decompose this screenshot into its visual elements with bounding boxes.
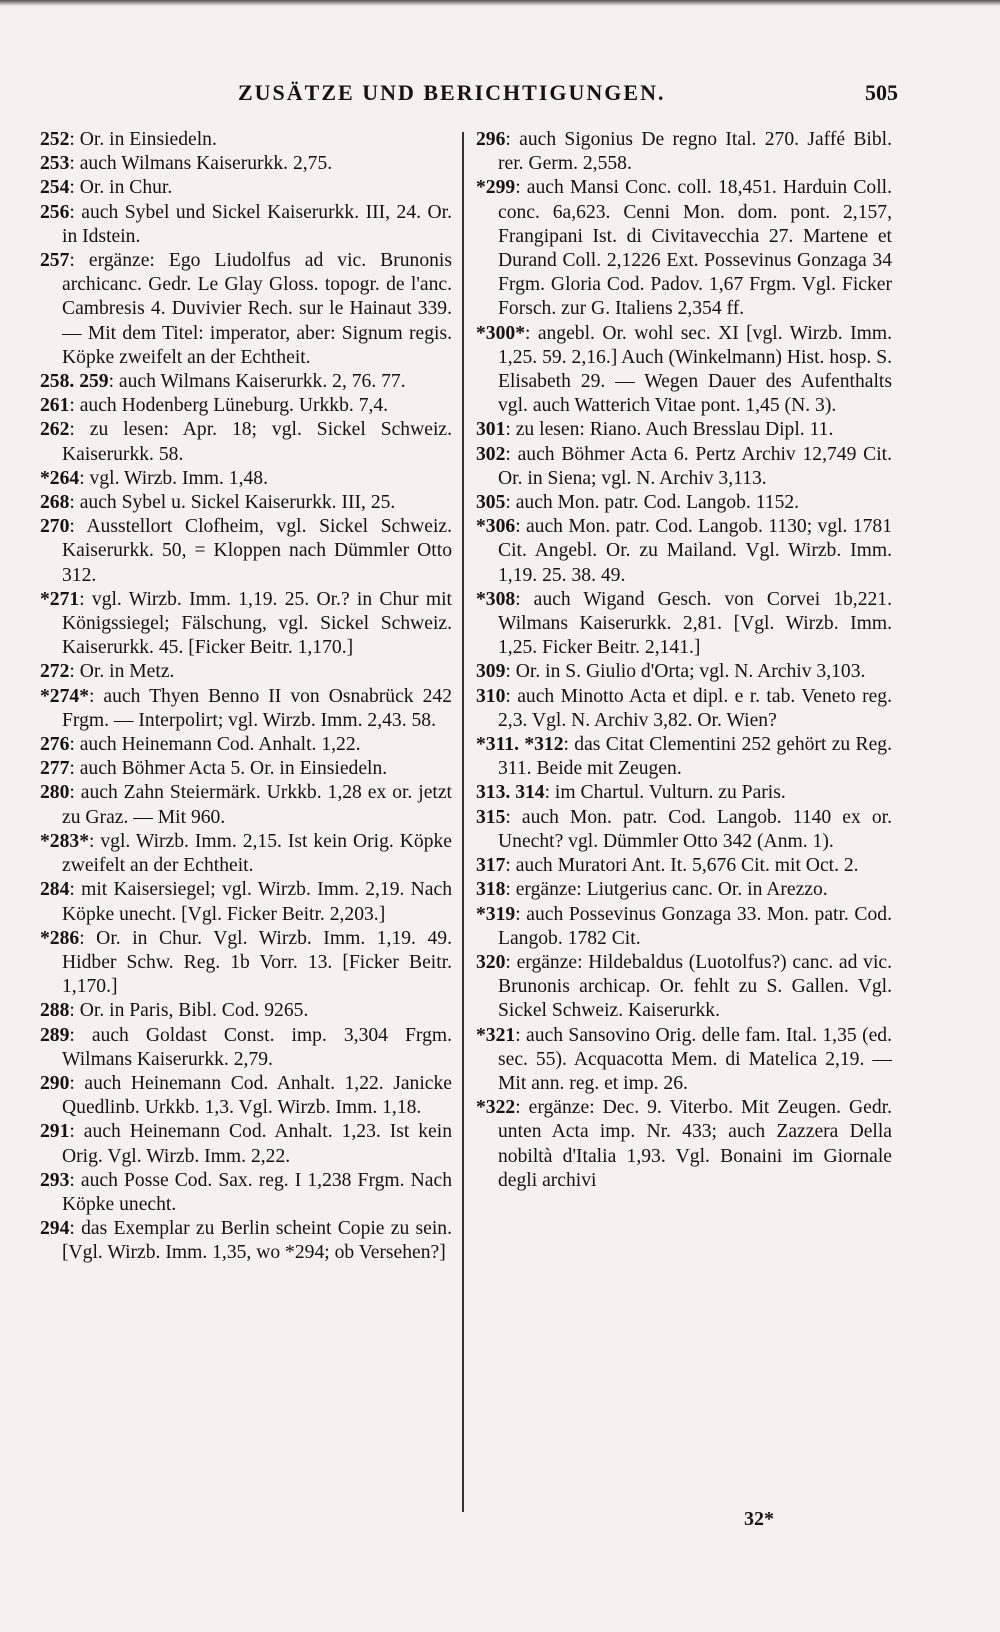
entry-number: *321 — [476, 1024, 516, 1046]
entry — [476, 128, 892, 176]
entry — [40, 878, 452, 926]
entry-number: *283* — [40, 830, 89, 852]
entry — [40, 1169, 452, 1217]
entry-text: : Ausstellort Clofheim, vgl. Sickel Schweiz. Kaiserurkk. 50, = Kloppen nach Dümmler Otto 312. — [62, 516, 452, 586]
entry-number: 256 — [40, 201, 70, 223]
entry-text: : ergänze: Dec. 9. Viterbo. Mit Zeugen. Gedr. unten Acta imp. Nr. 433; auch Zazzera Della nobiltà d'Italia 1,93. Vgl. Bonaini im Giornale degli archivi — [498, 1097, 892, 1191]
entry-number: 291 — [40, 1121, 70, 1143]
entry-number: *311. *312 — [476, 734, 564, 756]
entry-text: : auch Wigand Gesch. von Corvei 1b,221. Wilmans Kaiserurkk. 2,81. [Vgl. Wirzb. Imm. 1,25. Ficker Beitr. 2,141.] — [498, 588, 892, 659]
entry — [40, 418, 452, 466]
entry — [40, 176, 452, 200]
entry — [40, 370, 452, 394]
entry-text: : Or. in Einsiedeln. — [69, 129, 217, 150]
entry-text: : das Citat Clementini 252 gehört zu Reg. 311. Beide mit Zeugen. — [498, 734, 893, 780]
entry-number: *319 — [476, 903, 516, 925]
entry-text: : mit Kaisersiegel; vgl. Wirzb. Imm. 2,19. Nach Köpke unecht. [Vgl. Ficker Beitr. 2,203.] — [62, 879, 452, 925]
entry-text: : Or. in Chur. — [69, 177, 173, 199]
entry-number: 317 — [476, 855, 506, 877]
entry-number: 272 — [40, 661, 70, 683]
entry-number: 296 — [476, 129, 506, 150]
entry — [476, 1096, 892, 1193]
running-head: ZUSÄTZE UND BERICHTIGUNGEN. — [238, 80, 666, 105]
page-header — [0, 80, 1000, 112]
entry — [476, 515, 892, 588]
entry-text: : vgl. Wirzb. Imm. 2,15. Ist kein Orig. Köpke zweifelt an der Echtheit. — [62, 830, 452, 877]
signature-mark: 32* — [744, 1508, 774, 1530]
entry-number: *322 — [476, 1097, 516, 1119]
entry — [40, 515, 452, 588]
entry-text: : auch Sybel und Sickel Kaiserurkk. III, 24. Or. in Idstein. — [62, 201, 452, 247]
entry-number: 302 — [476, 443, 506, 465]
entry — [40, 394, 452, 418]
entry — [40, 927, 452, 1000]
entry-number: 268 — [40, 492, 70, 514]
entry — [40, 999, 452, 1023]
entry — [476, 781, 892, 805]
entry-text: : auch Minotto Acta et dipl. e r. tab. Veneto reg. 2,3. Vgl. N. Archiv 3,82. Or. Wien? — [498, 685, 892, 731]
entry-text: : Or. in S. Giulio d'Orta; vgl. N. Archiv 3,103. — [505, 661, 866, 683]
entry-text: : auch Böhmer Acta 6. Pertz Archiv 12,749 Cit. Or. in Siena; vgl. N. Archiv 3,113. — [498, 443, 892, 489]
entry — [40, 467, 452, 491]
entry — [40, 152, 452, 176]
entry — [40, 781, 452, 829]
scan-edge — [0, 0, 1000, 6]
entry-number: *300* — [476, 322, 525, 344]
entry-text: : auch Mon. patr. Cod. Langob. 1130; vgl. 1781 Cit. Angebl. Or. zu Mailand. Vgl. Wirzb. Imm. 1,19. 25. 38. 49. — [498, 516, 892, 586]
entry — [40, 201, 452, 249]
entry-number: *299 — [476, 177, 516, 199]
entry — [476, 733, 892, 781]
left-column — [40, 128, 452, 1266]
entry-number: *264 — [40, 467, 80, 489]
entry — [476, 322, 892, 419]
entry-text: : zu lesen: Riano. Auch Bresslau Dipl. 11. — [505, 419, 834, 441]
entry — [476, 443, 892, 491]
entry-text: : auch Thyen Benno II von Osnabrück 242 Frgm. — Interpolirt; vgl. Wirzb. Imm. 2,43. 58. — [62, 685, 452, 731]
column-divider — [462, 132, 464, 1512]
entry-number: 257 — [40, 250, 70, 272]
entry-text: : das Exemplar zu Berlin scheint Copie zu sein. [Vgl. Wirzb. Imm. 1,35, wo *294; ob Versehen?] — [62, 1218, 452, 1264]
entry-number: 253 — [40, 153, 70, 175]
entry — [40, 1120, 452, 1168]
entry-number: 320 — [476, 951, 506, 973]
right-column — [476, 128, 892, 1193]
entry — [476, 418, 892, 442]
entry-number: 315 — [476, 806, 506, 828]
entry-number: 313. 314 — [476, 782, 545, 804]
entry — [40, 128, 452, 152]
entry-text: : auch Heinemann Cod. Anhalt. 1,22. Janicke Quedlinb. Urkkb. 1,3. Vgl. Wirzb. Imm. 1,18. — [62, 1072, 452, 1119]
entry — [476, 660, 892, 684]
entry — [40, 685, 452, 733]
entry — [40, 1217, 452, 1265]
entry-number: 309 — [476, 661, 506, 683]
entry-text: : auch Sigonius De regno Ital. 270. Jaffé Bibl. rer. Germ. 2,558. — [498, 129, 892, 175]
entry-number: 252 — [40, 129, 70, 150]
entry-text: : auch Mansi Conc. coll. 18,451. Harduin Coll. conc. 6a,623. Cenni Mon. dom. pont. 2,157, Frangipani Ist. di Civitavecchia 27. Martene et Durand Coll. 2,1226 Ext. Possevinus Gonzaga 34 Frgm. Gloria Cod. Padov. 1,67 Frgm. Vgl. Ficker Forsch. zur G. Italiens 2,354 ff. — [498, 177, 892, 320]
entry-text: : auch Zahn Steiermärk. Urkkb. 1,28 ex or. jetzt zu Graz. — Mit 960. — [62, 782, 452, 828]
entry-text: : auch Posse Cod. Sax. reg. I 1,238 Frgm. Nach Köpke unecht. — [62, 1169, 452, 1215]
entry — [40, 660, 452, 684]
entry — [40, 249, 452, 370]
entry-number: 270 — [40, 516, 70, 538]
entry-number: 258. 259 — [40, 371, 109, 393]
entry-number: *286 — [40, 927, 80, 949]
entry — [476, 854, 892, 878]
entry-number: *306 — [476, 516, 516, 538]
entry-number: 280 — [40, 782, 70, 804]
entry — [476, 685, 892, 733]
entry-text: : auch Mon. patr. Cod. Langob. 1152. — [505, 492, 800, 514]
entry-text: : auch Wilmans Kaiserurkk. 2, 76. 77. — [108, 371, 406, 393]
entry — [40, 588, 452, 661]
entry-text: : vgl. Wirzb. Imm. 1,48. — [79, 467, 268, 489]
page-number: 505 — [865, 80, 898, 105]
entry-text: : vgl. Wirzb. Imm. 1,19. 25. Or.? in Chur mit Königssiegel; Fälschung, vgl. Sickel Schweiz. Kaiserurkk. 45. [Ficker Beitr. 1,170.] — [62, 588, 452, 659]
entry-text: : im Chartul. Vulturn. zu Paris. — [544, 782, 786, 804]
entry — [40, 733, 452, 757]
entry-number: 276 — [40, 734, 70, 756]
entry-number: 318 — [476, 879, 506, 901]
entry-number: 301 — [476, 419, 506, 441]
entry-number: *308 — [476, 588, 516, 610]
entry-number: 254 — [40, 177, 70, 199]
entry-number: 289 — [40, 1024, 70, 1046]
entry-text: : Or. in Paris, Bibl. Cod. 9265. — [69, 1000, 309, 1022]
entry-text: : ergänze: Ego Liudolfus ad vic. Brunonis archicanc. Gedr. Le Glay Gloss. topogr. de l'anc. Cambresis 4. Duvivier Rech. sur le Hainaut 339. — Mit dem Titel: imperator, aber: Signum regis. Köpke zweifelt an der Echtheit. — [62, 250, 452, 368]
entry — [40, 757, 452, 781]
entry-text: : angebl. Or. wohl sec. XI [vgl. Wirzb. Imm. 1,25. 59. 2,16.] Auch (Winkelmann) Hist. hosp. S. Elisabeth 29. — Wegen Dauer des Aufenthalts vgl. auch Watterich Vitae pont. 1,45 (N. 3). — [498, 322, 892, 417]
entry-number: *274* — [40, 685, 89, 707]
entry — [476, 588, 892, 661]
entry-text: : Or. in Chur. Vgl. Wirzb. Imm. 1,19. 49. Hidber Schw. Reg. 1b Vorr. 13. [Ficker Beitr. 1,170.] — [62, 927, 452, 998]
entry-number: 288 — [40, 1000, 70, 1022]
entry-text: : auch Sansovino Orig. delle fam. Ital. 1,35 (ed. sec. 55). Acquacotta Mem. di Matelica 2,19. — Mit ann. reg. et imp. 26. — [498, 1024, 892, 1094]
entry-number: 284 — [40, 879, 70, 901]
entry-text: : ergänze: Hildebaldus (Luotolfus?) canc. ad vic. Brunonis archicap. Or. fehlt zu S. Gallen. Vgl. Sickel Schweiz. Kaiserurkk. — [498, 951, 892, 1022]
entry-number: 294 — [40, 1218, 70, 1240]
entry-text: : auch Muratori Ant. It. 5,676 Cit. mit Oct. 2. — [505, 855, 859, 877]
entry-number: 305 — [476, 492, 506, 514]
entry-text: : auch Hodenberg Lüneburg. Urkkb. 7,4. — [69, 395, 389, 417]
entry-text: : auch Heinemann Cod. Anhalt. 1,23. Ist kein Orig. Vgl. Wirzb. Imm. 2,22. — [62, 1121, 452, 1167]
entry-number: 262 — [40, 419, 70, 441]
entry — [40, 1072, 452, 1120]
entry-text: : auch Böhmer Acta 5. Or. in Einsiedeln. — [69, 758, 388, 780]
entry-number: *271 — [40, 588, 80, 610]
entry-text: : auch Wilmans Kaiserurkk. 2,75. — [69, 153, 333, 175]
entry-text: : auch Mon. patr. Cod. Langob. 1140 ex or. Unecht? vgl. Dümmler Otto 342 (Anm. 1). — [498, 806, 892, 852]
entry — [40, 1024, 452, 1072]
entry-number: 261 — [40, 395, 70, 417]
entry-text: : auch Goldast Const. imp. 3,304 Frgm. Wilmans Kaiserurkk. 2,79. — [62, 1024, 452, 1070]
entry — [476, 903, 892, 951]
entry-text: : auch Heinemann Cod. Anhalt. 1,22. — [69, 734, 361, 756]
entry — [476, 491, 892, 515]
entry-text: : ergänze: Liutgerius canc. Or. in Arezzo. — [505, 879, 828, 901]
entry-text: : auch Possevinus Gonzaga 33. Mon. patr. Cod. Langob. 1782 Cit. — [498, 903, 892, 949]
entry — [476, 1024, 892, 1097]
entry-text: : Or. in Metz. — [69, 661, 175, 683]
entry — [476, 806, 892, 854]
entry — [476, 878, 892, 902]
entry-number: 290 — [40, 1072, 70, 1094]
entry-number: 277 — [40, 758, 70, 780]
entry — [476, 951, 892, 1024]
entry — [40, 830, 452, 878]
entry-text: : auch Sybel u. Sickel Kaiserurkk. III, 25. — [69, 492, 396, 514]
entry — [476, 176, 892, 321]
entry-text: : zu lesen: Apr. 18; vgl. Sickel Schweiz. Kaiserurkk. 58. — [62, 419, 452, 465]
entry — [40, 491, 452, 515]
entry-number: 310 — [476, 685, 506, 707]
entry-number: 293 — [40, 1169, 70, 1191]
